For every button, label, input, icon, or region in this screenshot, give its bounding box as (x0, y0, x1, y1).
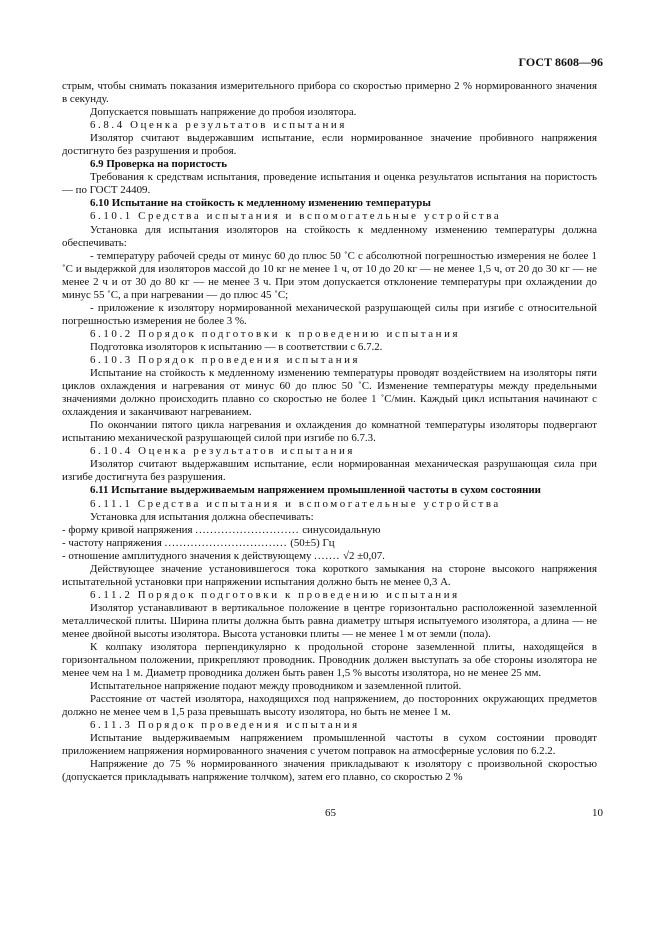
leader-dots: ....... (314, 549, 341, 562)
subsection-heading: 6.11.2 Порядок подготовки к проведению испытания (90, 588, 460, 601)
paragraph: Требования к средствам испытания, проведение испытания и оценка результатов испытания на пористость — по ГОСТ 24409. (62, 171, 597, 197)
paragraph: Изолятор считают выдержавшим испытание, если нормированная механическая разрушающая сила при изгибе достигнута без разрушения. (62, 458, 597, 484)
requirement-value: (50±5) Гц (290, 536, 335, 549)
paragraph: Испытание на стойкость к медленному изменению температуры проводят воздействием на изоляторы пяти циклов охлаждения и нагревания от минус 60 до плюс 50 ˚С. Изменение температуры между предельными значениями должно происходить плавно со скоростью не более 1 ˚С/мин. Каждый цикл испытания начинают с охлаждения и заканчивают нагреванием. (62, 367, 597, 419)
subsection-heading: 6.10.3 Порядок проведения испытания (90, 353, 361, 366)
paragraph: Установка для испытания должна обеспечивать: (90, 510, 314, 523)
section-heading: 6.11 Испытание выдерживаемым напряжением промышленной частоты в сухом состоянии (90, 484, 541, 497)
paragraph: Расстояние от частей изолятора, находящихся под напряжением, до посторонних окружающих предметов должно не менее чем в 1,5 раза превышать высоту изолятора, но быть не менее 1 м. (62, 693, 597, 719)
paragraph: Установка для испытания изоляторов на стойкость к медленному изменению температуры должна обеспечивать: (62, 223, 597, 249)
subsection-heading: 6.11.3 Порядок проведения испытания (90, 719, 360, 732)
requirement-label: - частоту напряжения (62, 536, 162, 549)
requirement-value: синусоидальную (302, 523, 381, 536)
page-number-center: 65 (325, 807, 336, 819)
paragraph: Действующее значение установившегося тока короткого замыкания на стороне высокого напряжения испытательной установки при напряжении испытания должно быть не менее 0,3 А. (62, 562, 597, 588)
document-code-header: ГОСТ 8608—96 (518, 55, 603, 69)
requirement-item (62, 550, 597, 563)
paragraph: По окончании пятого цикла нагревания и охлаждения до комнатной температуры изоляторы подвергают испытанию механической разрушающей силой при изгибе по 6.7.3. (62, 419, 597, 445)
subsection-heading: 6.10.2 Порядок подготовки к проведению испытания (90, 327, 461, 340)
paragraph: Подготовка изоляторов к испытанию — в соответствии с 6.7.2. (90, 340, 383, 353)
paragraph: Испытание выдерживаемым напряжением промышленной частоты в сухом состоянии проводят приложением напряжения нормированного значения с учетом поправок на атмосферные условия по 6.2.2. (62, 732, 597, 758)
leader-dots: ............................ (195, 523, 300, 536)
leader-dots: ................................. (164, 536, 288, 549)
requirements-list (62, 524, 597, 563)
paragraph: Напряжение до 75 % нормированного значения прикладывают к изолятору с произвольной скоростью (допускается прикладывать напряжение толчком), затем его плавно, со скоростью 2 % (62, 758, 597, 784)
paragraph: Изолятор считают выдержавшим испытание, если нормированное значение пробивного напряжения достигнуто без разрушения и пробоя. (62, 132, 597, 158)
page-number-right: 10 (592, 807, 603, 819)
subsection-heading: 6.10.1 Средства испытания и вспомогательные устройства (90, 210, 502, 223)
requirement-label: - форму кривой напряжения (62, 523, 193, 536)
paragraph: Допускается повышать напряжение до пробоя изолятора. (90, 106, 357, 119)
subsection-heading: 6.10.4 Оценка результатов испытания (90, 445, 355, 458)
requirement-value: √2 ±0,07. (342, 549, 385, 562)
document-body (62, 80, 597, 785)
section-heading: 6.10 Испытание на стойкость к медленному изменению температуры (90, 197, 431, 210)
list-paragraph: - приложение к изолятору нормированной механической разрушающей силы при изгибе с относительной погрешностью измерения не более 3 %. (62, 301, 597, 327)
subsection-heading: 6.8.4 Оценка результатов испытания (90, 119, 347, 132)
subsection-heading: 6.11.1 Средства испытания и вспомогательные устройства (90, 497, 501, 510)
requirement-label: - отношение амплитудного значения к действующему (62, 549, 312, 562)
section-heading: 6.9 Проверка на пористость (90, 158, 228, 171)
paragraph: стрым, чтобы снимать показания измерительного прибора со скоростью примерно 2 % нормированного значения в секунду. (62, 80, 597, 106)
paragraph: Испытательное напряжение подают между проводником и заземленной плитой. (90, 680, 462, 693)
list-paragraph: - температуру рабочей среды от минус 60 до плюс 50 ˚С с абсолютной погрешностью измерения не более 1 ˚С и выдержкой для изоляторов массой до 10 кг не менее 1 ч, от 10 до 20 кг — не менее 1,5 ч, от 20 до 30 кг — не менее 2 ч и от 30 до 80 кг — не менее 3 ч. При этом допускается отклонение температуры при охлаждении до минус 55 ˚С, а при нагревании — до плюс 45 ˚С; (62, 249, 597, 301)
paragraph: Изолятор устанавливают в вертикальное положение в центре горизонтально расположенной заземленной металлической плиты. Ширина плиты должна быть равна диаметру штыря испытуемого изолятора, а длина — не менее двойной высоты изолятора. Высота установки плиты — не менее 1 м от земли (пола). (62, 601, 597, 640)
requirement-item (62, 524, 597, 537)
requirement-item (62, 537, 597, 550)
paragraph: К колпаку изолятора перпендикулярно к продольной стороне заземленной плиты, находящейся в горизонтальном положении, прикрепляют проводник. Проводник должен выступать за обе стороны изолятора не менее чем на 1 м. Диаметр проводника должен быть равен 1,5 % высоты изолятора, но не менее 25 мм. (62, 641, 597, 680)
